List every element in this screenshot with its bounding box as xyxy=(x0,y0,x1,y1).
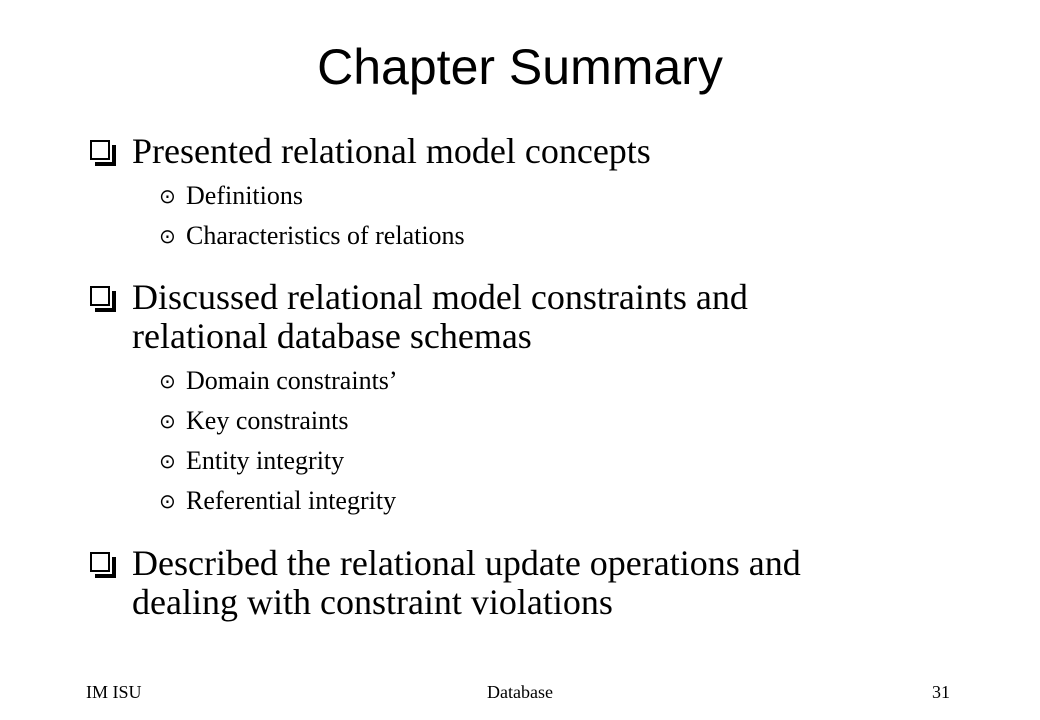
footer-left: IM ISU xyxy=(86,682,142,702)
circle-dot-bullet-icon: ⊙ xyxy=(159,489,176,513)
bullet-heading-2 xyxy=(86,278,986,356)
footer-center: Database xyxy=(487,682,553,702)
bullet-section-3 xyxy=(86,544,986,622)
sub-bullet-text: Key constraints xyxy=(186,406,349,435)
sub-bullet-text: Definitions xyxy=(186,181,303,210)
sub-bullet-item xyxy=(86,446,986,475)
sub-bullet-list xyxy=(86,366,986,515)
circle-dot-bullet-icon: ⊙ xyxy=(159,224,176,248)
circle-dot-bullet-icon: ⊙ xyxy=(159,184,176,208)
sub-bullet-text: Domain constraints’ xyxy=(186,366,398,395)
slide-content xyxy=(86,131,986,622)
bullet-text-line-1: Described the relational update operations and xyxy=(132,543,801,583)
bullet-heading-1 xyxy=(86,132,986,171)
bullet-text-line-1: Discussed relational model constraints and xyxy=(132,277,748,317)
square-bullet-icon xyxy=(90,286,110,306)
sub-bullet-text: Referential integrity xyxy=(186,486,397,515)
circle-dot-bullet-icon: ⊙ xyxy=(159,409,176,433)
sub-bullet-text: Characteristics of relations xyxy=(186,221,465,250)
square-bullet-icon xyxy=(90,140,110,160)
sub-bullet-item xyxy=(86,181,986,210)
sub-bullet-text: Entity integrity xyxy=(186,446,345,475)
bullet-section-2 xyxy=(86,278,986,515)
sub-bullet-item xyxy=(86,221,986,250)
footer-page-number: 31 xyxy=(932,682,950,702)
circle-dot-bullet-icon: ⊙ xyxy=(159,449,176,473)
circle-dot-bullet-icon: ⊙ xyxy=(159,369,176,393)
bullet-text-line-2: dealing with constraint violations xyxy=(132,582,613,622)
bullet-text-line-2: relational database schemas xyxy=(132,316,532,356)
slide-title: Chapter Summary xyxy=(317,39,723,95)
bullet-text: Presented relational model concepts xyxy=(132,131,651,171)
bullet-heading-3 xyxy=(86,544,986,622)
sub-bullet-item xyxy=(86,406,986,435)
sub-bullet-item xyxy=(86,366,986,395)
sub-bullet-item xyxy=(86,486,986,515)
square-bullet-icon xyxy=(90,552,110,572)
sub-bullet-list xyxy=(86,181,986,250)
